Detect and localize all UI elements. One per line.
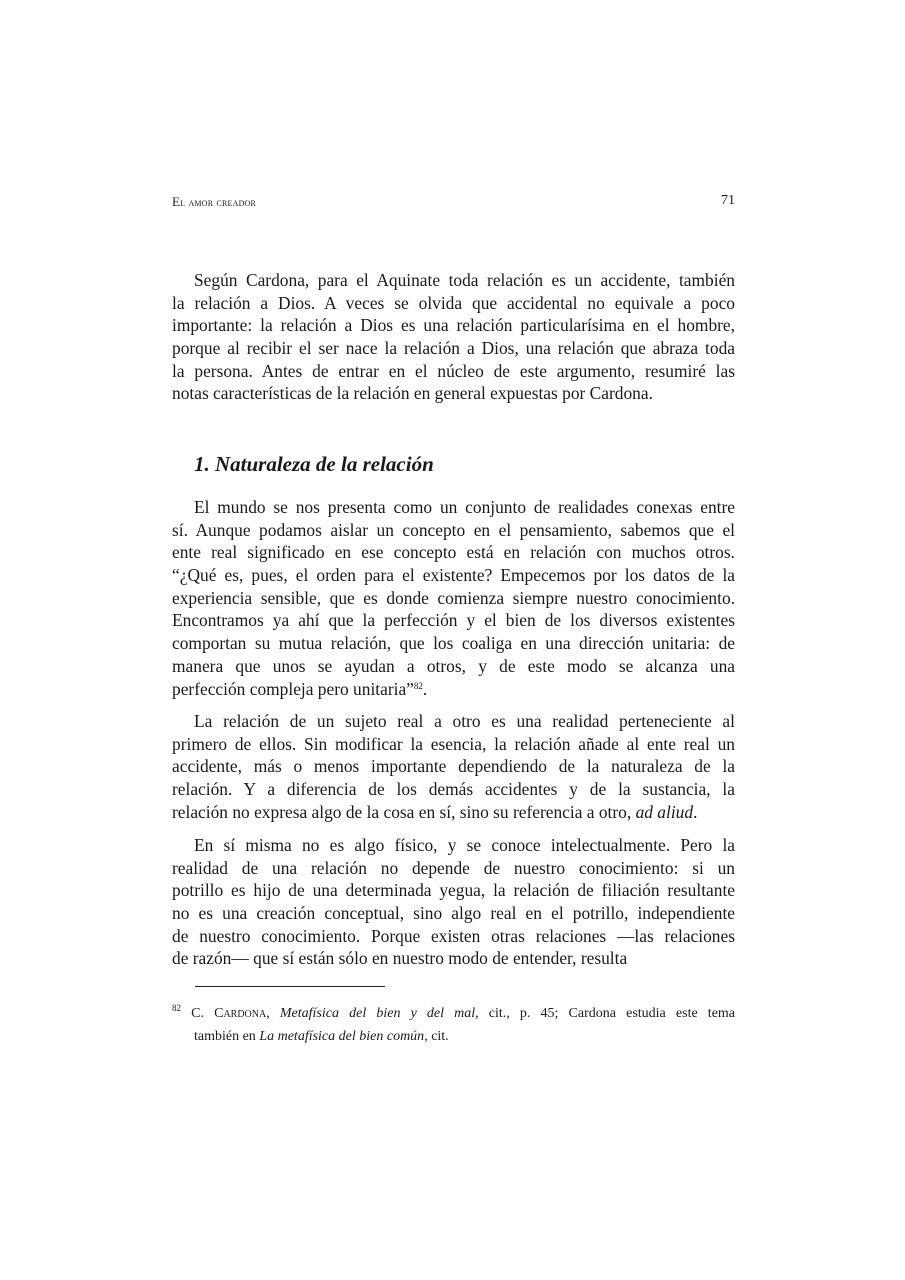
text-line <box>172 632 735 655</box>
paragraph-1 <box>172 496 735 700</box>
text-run: . <box>693 801 698 822</box>
paragraph-intro <box>172 269 735 405</box>
text-line <box>172 733 735 756</box>
text-run: la relación a Dios. A veces se olvida que accidental no equivale a poco <box>172 292 735 313</box>
text-run: Según Cardona, para el Aquinate toda relación es un accidente, también <box>194 270 735 290</box>
text-run: accidente, más o menos importante dependiendo de la naturaleza de la <box>172 756 735 777</box>
text-line <box>172 382 735 405</box>
text-line <box>172 1026 735 1049</box>
footnote-reference: 82 <box>413 680 423 691</box>
text-run: ente real significado en ese concepto está en relación con muchos otros. <box>172 542 735 563</box>
text-line <box>172 655 735 678</box>
paragraph-3 <box>172 834 735 970</box>
footnote-reference: 82 <box>172 1003 181 1013</box>
text-line <box>172 755 735 778</box>
text-line <box>172 902 735 925</box>
text-line <box>172 360 735 383</box>
text-line <box>172 587 735 610</box>
text-run: En sí misma no es algo físico, y se conoce intelectualmente. Pero la <box>194 835 735 855</box>
text-run: potrillo es hijo de una determinada yegua, la relación de filiación resultante <box>172 880 735 901</box>
text-line <box>172 519 735 542</box>
text-run: de nuestro conocimiento. Porque existen otras relaciones —las relaciones <box>172 925 735 946</box>
text-run: El mundo se nos presenta como un conjunto de realidades conexas entre <box>194 497 735 517</box>
text-run: no es una creación conceptual, sino algo real en el potrillo, independiente <box>172 903 735 924</box>
text-line <box>172 541 735 564</box>
text-run: comportan su mutua relación, que los coaliga en una dirección unitaria: de <box>172 633 735 654</box>
text-line <box>172 269 735 292</box>
footnote-rule <box>195 986 385 987</box>
text-line <box>172 337 735 360</box>
text-run: relación. Y a diferencia de los demás accidentes y de la sustancia, la <box>172 779 735 800</box>
text-run: sí. Aunque podamos aislar un concepto en el pensamiento, sabemos que el <box>172 519 735 540</box>
text-line <box>172 925 735 948</box>
text-line <box>172 857 735 880</box>
page-number: 71 <box>721 193 735 208</box>
text-run: C. <box>181 1006 215 1021</box>
text-run: . <box>422 678 428 699</box>
text-run: relación no expresa algo de la cosa en sí, sino su referencia a otro, <box>172 801 636 822</box>
text-run: La relación de un sujeto real a otro es una realidad perteneciente al <box>194 711 735 731</box>
text-line <box>172 710 735 733</box>
running-head <box>172 194 256 210</box>
text-run: , cit. <box>424 1028 449 1044</box>
text-run: perfección compleja pero unitaria” <box>172 678 414 699</box>
section-heading: 1. Naturaleza de la relación <box>194 452 434 476</box>
text-run: experiencia sensible, que es donde comienza siempre nuestro conocimiento. <box>172 587 735 608</box>
text-line <box>172 496 735 519</box>
italic-text: La metafísica del bien común <box>259 1028 425 1044</box>
text-line <box>172 879 735 902</box>
text-line <box>172 1003 735 1026</box>
text-line <box>172 834 735 857</box>
text-run: manera que unos se ayudan a otros, y de este modo se alcanza una <box>172 655 735 676</box>
text-line <box>172 678 735 701</box>
text-run: primero de ellos. Sin modificar la esencia, la relación añade al ente real un <box>172 733 735 754</box>
text-run: porque al recibir el ser nace la relación a Dios, una relación que abraza toda <box>172 338 735 359</box>
text-run: realidad de una relación no depende de nuestro conocimiento: si un <box>172 857 735 878</box>
text-run: también en <box>194 1028 260 1044</box>
text-line <box>172 564 735 587</box>
text-run: de razón— que sí están sólo en nuestro modo de entender, resulta <box>172 948 628 969</box>
running-title: l amor creador <box>180 195 257 209</box>
text-line <box>172 292 735 315</box>
text-line <box>172 314 735 337</box>
author-name: Cardona <box>214 1006 267 1021</box>
footnote <box>172 1003 735 1048</box>
text-line <box>172 801 735 824</box>
text-line <box>172 778 735 801</box>
text-run: importante: la relación a Dios es una relación particularísima en el hombre, <box>172 315 735 336</box>
text-run: la persona. Antes de entrar en el núcleo de este argumento, resumiré las <box>172 360 735 381</box>
text-run: Encontramos ya ahí que la perfección y el bien de los diversos existentes <box>172 610 735 631</box>
running-title-initial: E <box>172 194 181 209</box>
text-run: , cit., p. 45; Cardona estudia este tema <box>475 1006 735 1021</box>
text-run: “¿Qué es, pues, el orden para el existente? Empecemos por los datos de la <box>172 565 735 586</box>
text-run: notas características de la relación en general expuestas por Cardona. <box>172 383 653 404</box>
italic-text: ad aliud <box>635 801 694 822</box>
paragraph-2 <box>172 710 735 823</box>
italic-text: Metafísica del bien y del mal <box>279 1006 476 1021</box>
text-line <box>172 609 735 632</box>
text-line <box>172 947 735 970</box>
text-run: , <box>266 1006 280 1021</box>
